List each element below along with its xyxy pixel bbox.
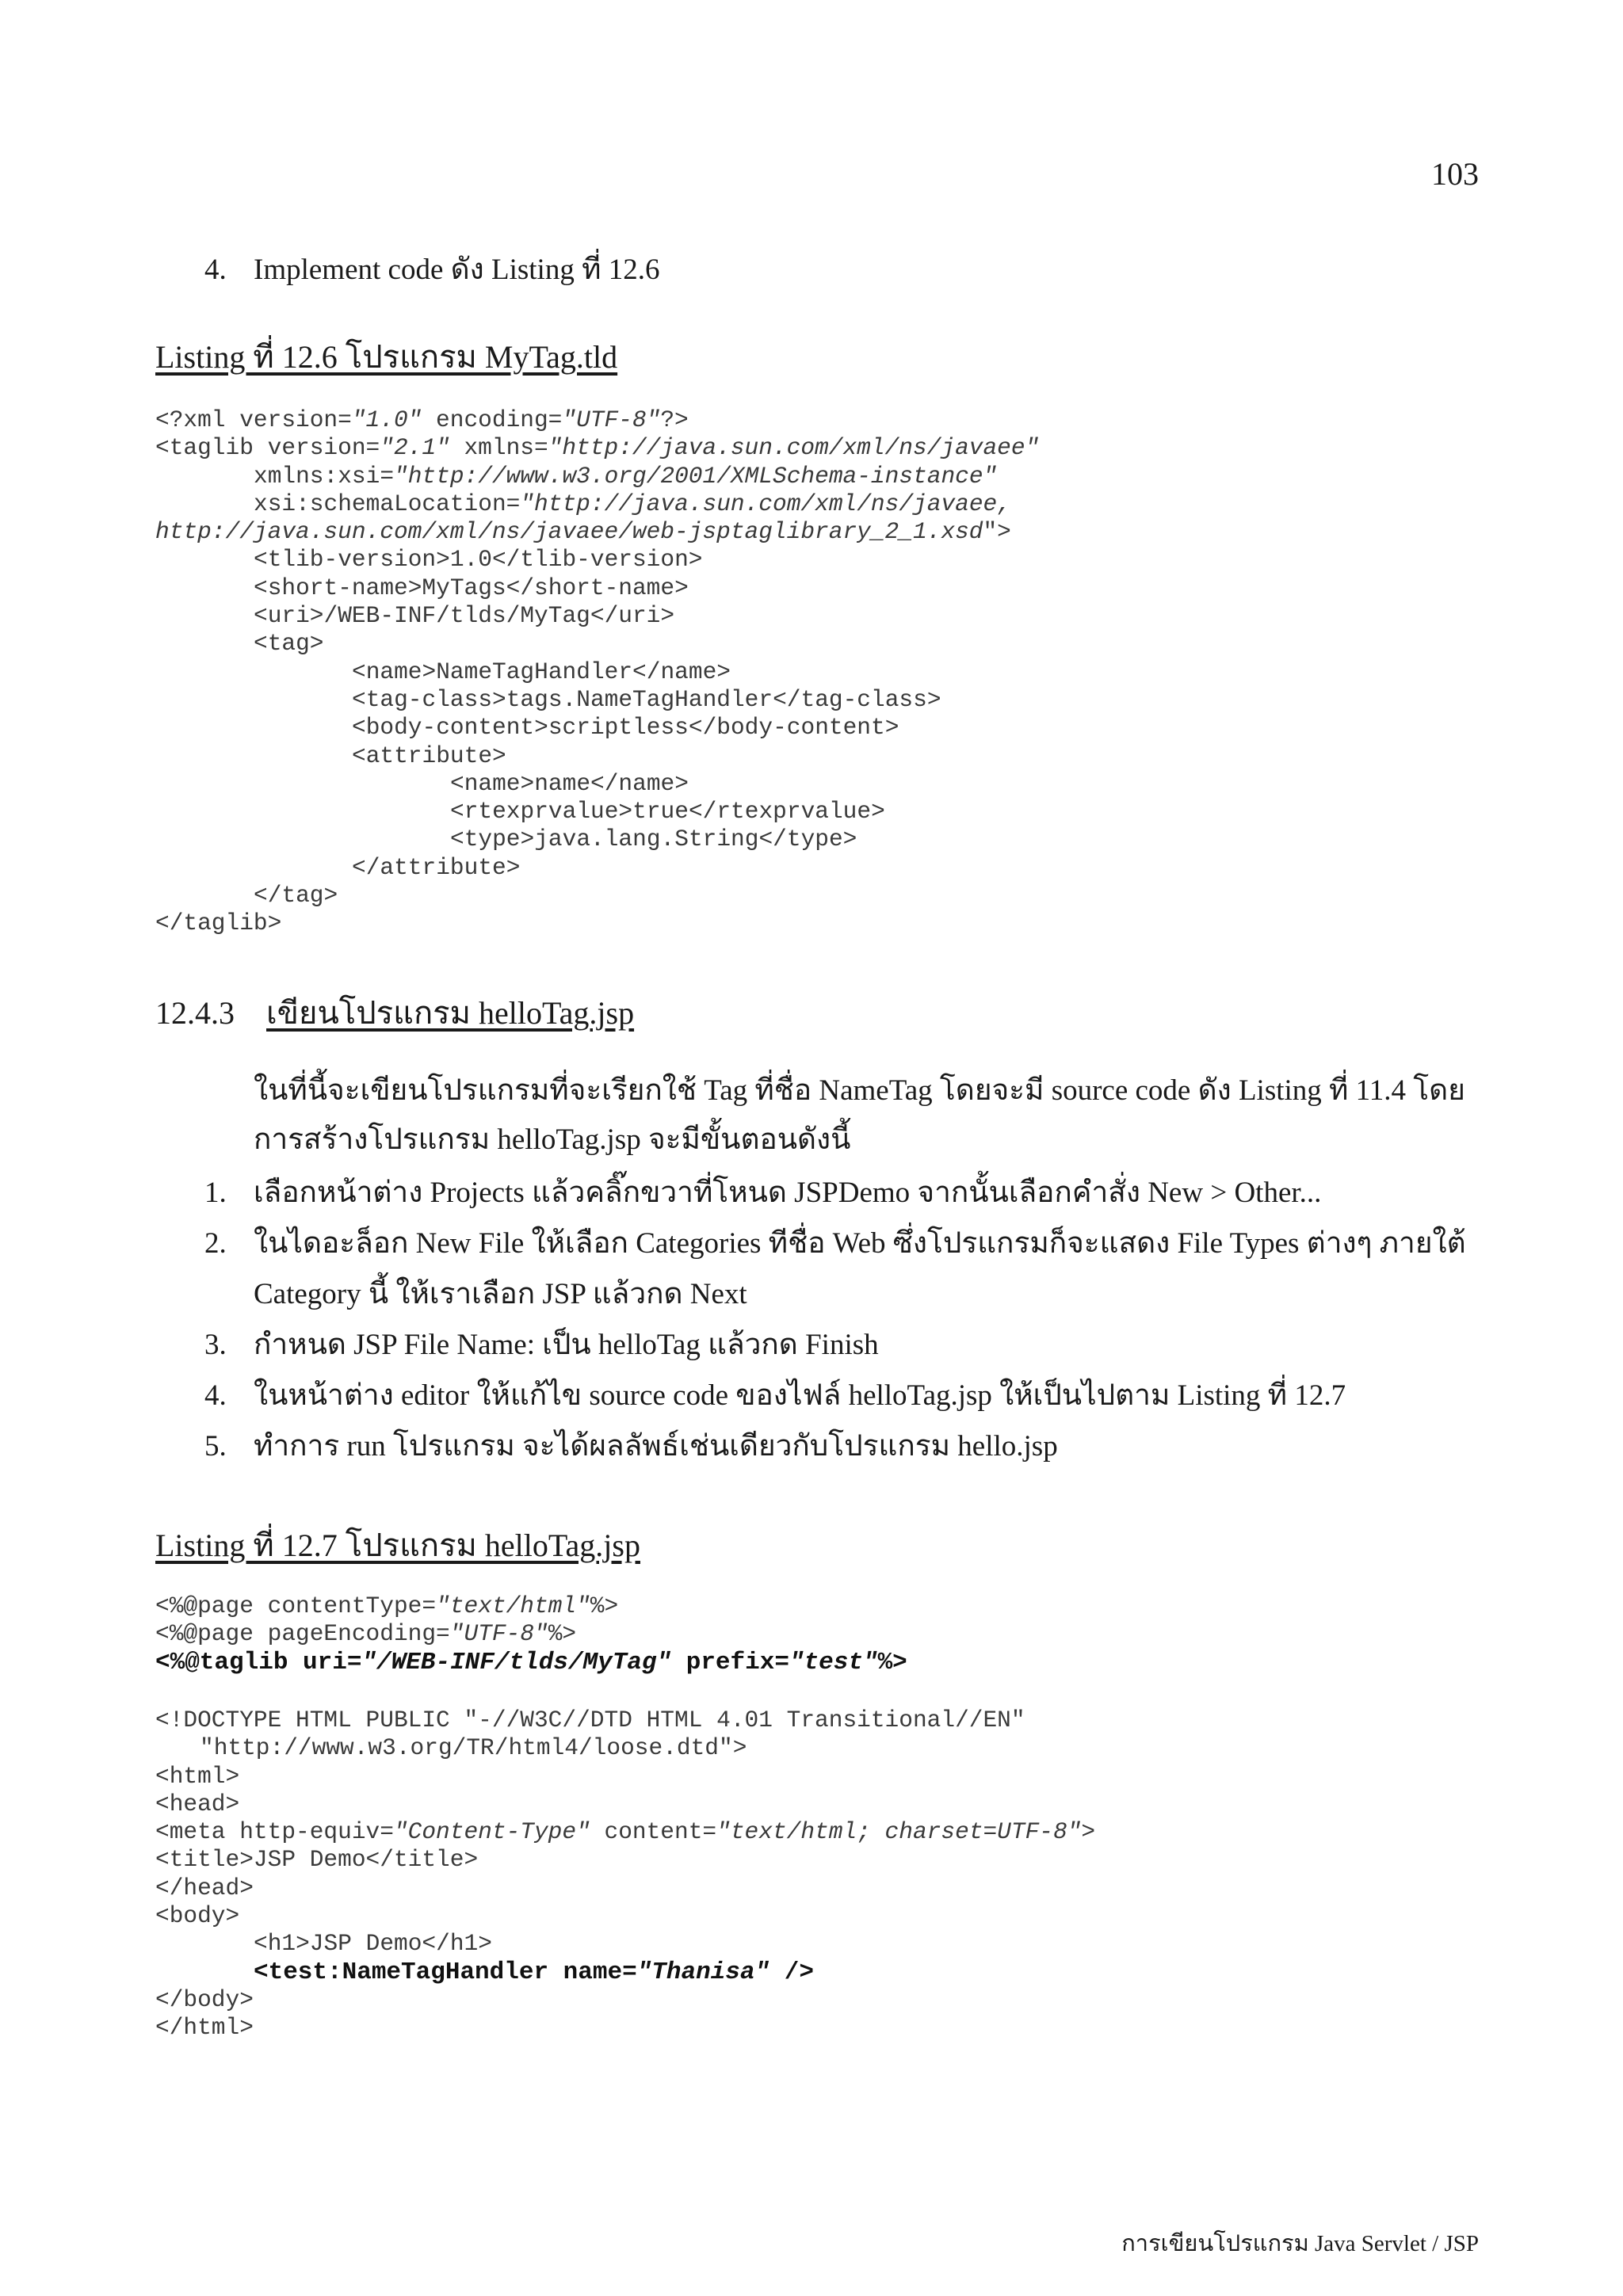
list-item: 1. เลือกหน้าต่าง Projects แล้วคลิ๊กขวาที่โหนด JSPDemo จากนั้นเลือกคำสั่ง New > Other... [204,1177,1322,1209]
code-line: <uri>/WEB-INF/tlds/MyTag</uri> [254,602,675,630]
code-line: <!DOCTYPE HTML PUBLIC "-//W3C//DTD HTML 4.01 Transitional//EN" [155,1707,1025,1733]
section-title: เขียนโปรแกรม helloTag.jsp [266,995,635,1031]
code-line: <type>java.lang.String</type> [450,826,857,853]
list-item: 3. กำหนด JSP File Name: เป็น helloTag แล้วกด Finish [204,1329,879,1361]
code-line: <body> [155,1902,240,1930]
code-line: <tlib-version>1.0</tlib-version> [254,546,703,574]
code-line: "http://www.w3.org/TR/html4/loose.dtd"> [200,1734,747,1762]
code-line: xmlns:xsi="http://www.w3.org/2001/XMLSchema-instance" [254,462,998,490]
code-line: <%@page contentType="text/html"%> [155,1592,619,1619]
code-line: <tag> [254,630,324,658]
code-line: <body-content>scriptless</body-content> [352,714,899,742]
code-line: <short-name>MyTags</short-name> [254,574,689,601]
listing-12-6-title: Listing ที่ 12.6 โปรแกรม MyTag.tld [155,339,618,375]
code-line: <?xml version="1.0" encoding="UTF-8"?> [155,406,689,433]
code-line: xsi:schemaLocation="http://java.sun.com/xml/ns/javaee, [254,490,1011,517]
list-item: 5. ทำการ run โปรแกรม จะได้ผลลัพธ์เช่นเดียวกับโปรแกรม hello.jsp [204,1430,1058,1463]
code-line: <h1>JSP Demo</h1> [254,1930,492,1958]
code-line: <rtexprvalue>true</rtexprvalue> [450,798,885,826]
page-number: 103 [1431,156,1479,192]
code-line: <meta http-equiv="Content-Type" content="text/html; charset=UTF-8"> [155,1818,1096,1846]
code-line: </body> [155,1985,254,2013]
code-line: <%@page pageEncoding="UTF-8"%> [155,1620,577,1648]
listing-12-7-title: Listing ที่ 12.7 โปรแกรม helloTag.jsp [155,1527,640,1563]
code-line: <attribute> [352,742,506,769]
section-intro-paragraph: ในที่นี้จะเขียนโปรแกรมที่จะเรียกใช้ Tag ที่ชื่อ NameTag โดยจะมี source code ดัง Listing ที่ 11.4 โดยการสร้างโปรแกรม helloTag.jsp จะมีขั้นตอนดังนี้ [254,1074,1465,1156]
listing-12-7-directives [155,1592,907,1676]
code-line: <tag-class>tags.NameTagHandler</tag-class> [352,685,941,713]
code-line: </tag> [254,882,338,910]
step-implement-code [204,246,659,292]
code-line: <taglib version="2.1" xmlns="http://java.sun.com/xml/ns/javaee" [155,434,1040,462]
page-footer: การเขียนโปรแกรม Java Servlet / JSP [1121,2231,1479,2256]
code-line: <html> [155,1762,240,1790]
list-item: 4. ในหน้าต่าง editor ให้แก้ไข source code ของไฟล์ helloTag.jsp ให้เป็นไปตาม Listing ที่ 12.7 [204,1379,1346,1412]
section-12-4-3-heading [155,987,634,1038]
code-line: <%@taglib uri="/WEB-INF/tlds/MyTag" prefix="test"%> [155,1648,907,1676]
code-line: </head> [155,1874,254,1901]
code-line: </attribute> [352,853,521,881]
step-number: 4. [204,254,227,286]
section-number: 12.4.3 [155,995,235,1031]
code-line: <test:NameTagHandler name="Thanisa" /> [254,1958,814,1986]
code-line: <title>JSP Demo</title> [155,1846,479,1874]
code-line: </taglib> [155,910,282,937]
code-line: <head> [155,1790,240,1817]
code-line: <name>name</name> [450,769,689,797]
code-line: http://java.sun.com/xml/ns/javaee/web-jsptaglibrary_2_1.xsd"> [155,518,1011,546]
list-item: 2. ในไดอะล็อก New File ให้เลือก Categories ทีชื่อ Web ซึ่งโปรแกรมก็จะแสดง File Types ต่างๆ ภายใต้ Category นี้ ให้เราเลือก JSP แล้วกด Next [204,1227,1466,1310]
listing-12-7-markup [155,1707,1095,2042]
listing-12-6-code [155,406,1039,938]
code-line: <name>NameTagHandler</name> [352,658,731,685]
steps-list [204,1168,1504,1472]
step-text: Implement code ดัง Listing ที่ 12.6 [254,254,660,286]
code-line: </html> [155,2014,254,2042]
